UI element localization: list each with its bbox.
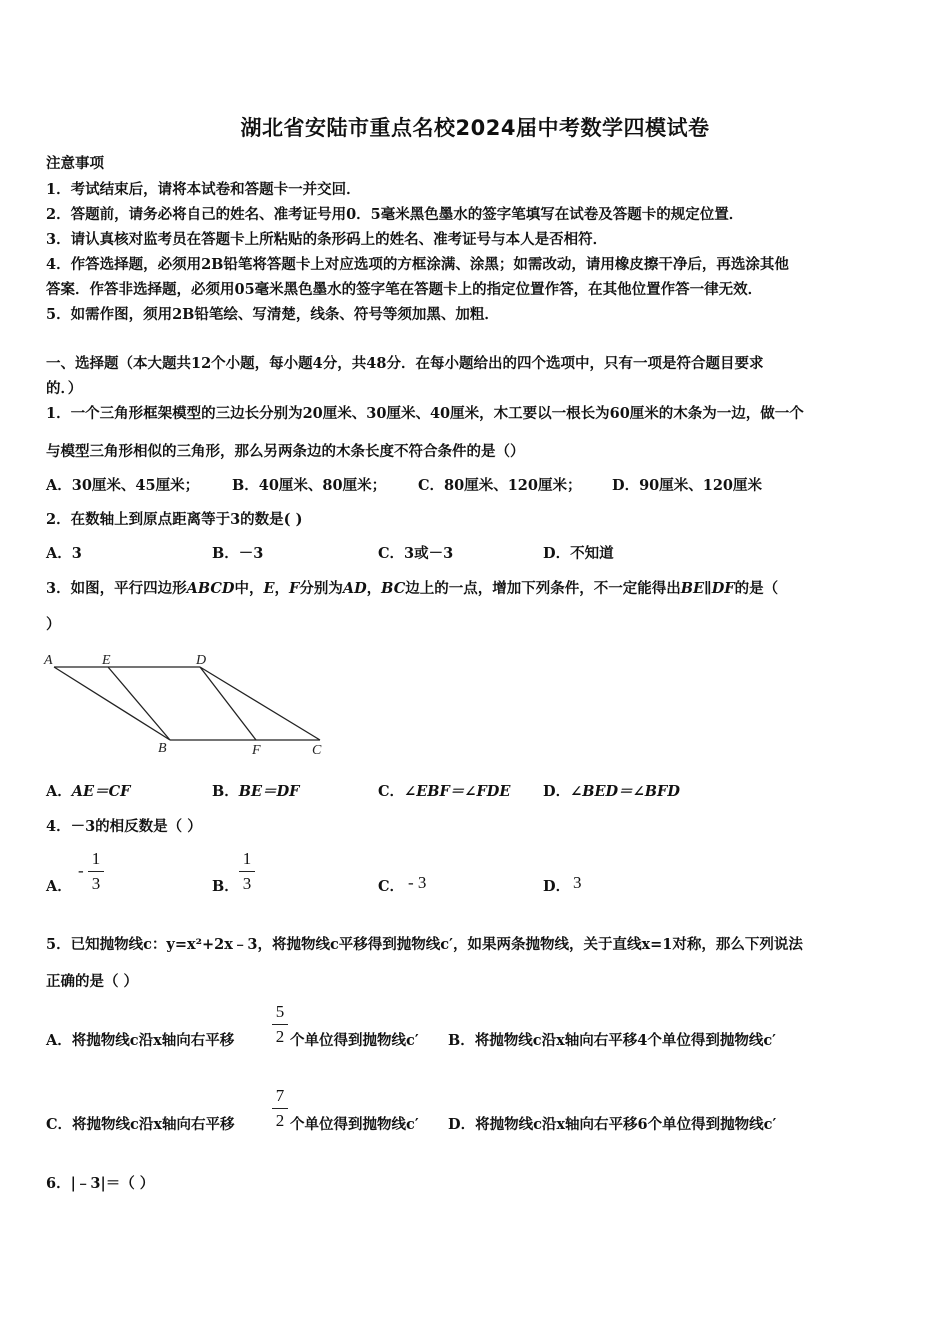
section-header-cont: 的．） (46, 380, 83, 397)
q1-option-c: C．80厘米、120厘米； (418, 477, 582, 494)
q3-option-c: C．∠EBF＝∠FDE (378, 783, 511, 800)
q4-option-a-sign: - (78, 861, 84, 880)
label-c: C (312, 743, 322, 758)
segment-df (200, 667, 256, 740)
q5-option-a-text-end: 个单位得到抛物线c′ (290, 1032, 419, 1049)
q4-option-d-label: D． (543, 878, 571, 895)
q4-stem: 4．－3的相反数是（ ） (46, 818, 202, 835)
q1-stem-cont: 与模型三角形相似的三角形，那么另两条边的木条长度不符合条件的是（） (46, 443, 525, 460)
q1-stem: 1．一个三角形框架模型的三边长分别为20厘米、30厘米、40厘米，木工要以一根长为60厘米的木条为一边，做一个 (46, 405, 804, 422)
q5-option-a-text: A．将抛物线c沿x轴向右平移 (46, 1032, 235, 1049)
q5-stem-cont: 正确的是（ ） (46, 973, 139, 990)
q3-stem: 3．如图，平行四边形ABCD中，E，F分别为AD，BC边上的一点，增加下列条件，不一定能得出BE∥DF的是（ (46, 580, 779, 597)
section-header: 一、选择题（本大题共12个小题，每小题4分，共48分．在每小题给出的四个选项中，只有一项是符合题目要求 (46, 355, 764, 372)
notice-item: 5．如需作图，须用2B铅笔绘、写清楚，线条、符号等须加黑、加粗． (46, 306, 499, 323)
segment-be (108, 667, 170, 740)
q2-option-c: C．3或－3 (378, 545, 454, 562)
q6-stem: 6．|﹣3|＝（ ） (46, 1175, 155, 1192)
q5-option-b: B．将抛物线c沿x轴向右平移4个单位得到抛物线c′ (448, 1032, 776, 1049)
q5-option-a-fraction: 5 2 (272, 1002, 288, 1047)
q3-option-b: B．BE＝DF (212, 783, 300, 800)
q5-option-c-text: C．将抛物线c沿x轴向右平移 (46, 1116, 235, 1133)
notice-item: 1．考试结束后，请将本试卷和答题卡一并交回． (46, 181, 361, 198)
q5-option-c-fraction: 7 2 (272, 1086, 288, 1131)
q4-option-d-value: 3 (573, 873, 582, 892)
q3-option-a: A．AE＝CF (46, 783, 131, 800)
q4-option-a-fraction: 1 3 (88, 849, 104, 894)
q4-option-c-label: C． (378, 878, 405, 895)
label-a: A (44, 653, 53, 668)
q4-option-a-label: A． (46, 878, 72, 895)
q2-option-a: A．3 (46, 545, 82, 562)
label-e: E (102, 653, 111, 668)
q4-option-b-label: B． (212, 878, 239, 895)
q1-option-b: B．40厘米、80厘米； (232, 477, 387, 494)
q1-option-d: D．90厘米、120厘米 (612, 477, 763, 494)
q5-option-c-text-end: 个单位得到抛物线c′ (290, 1116, 419, 1133)
q1-option-a: A．30厘米、45厘米； (46, 477, 200, 494)
notice-item: 答案．作答非选择题，必须用05毫米黑色墨水的签字笔在答题卡上的指定位置作答，在其他位置作答一律无效． (46, 281, 763, 298)
q2-option-d: D．不知道 (543, 545, 614, 562)
segment-dc (200, 667, 320, 740)
parallelogram-figure (40, 648, 330, 760)
q3-option-d: D．∠BED＝∠BFD (543, 783, 680, 800)
label-f: F (252, 743, 261, 758)
notice-item: 4．作答选择题，必须用2B铅笔将答题卡上对应选项的方框涂满、涂黑；如需改动，请用橡皮擦干净后，再选涂其他 (46, 256, 789, 273)
label-d: D (196, 653, 207, 668)
q4-option-b-fraction: 1 3 (239, 849, 255, 894)
q3-stem-cont: ） (46, 616, 61, 633)
notice-item: 2．答题前，请务必将自己的姓名、准考证号用0．5毫米黑色墨水的签字笔填写在试卷及答题卡的规定位置． (46, 206, 744, 223)
notice-item: 3．请认真核对监考员在答题卡上所粘贴的条形码上的姓名、准考证号与本人是否相符． (46, 231, 608, 248)
label-b: B (158, 741, 167, 756)
q4-option-c-value: - 3 (408, 873, 427, 892)
segment-ab (54, 667, 170, 740)
page-title: 湖北省安陆市重点名校2024届中考数学四模试卷 (240, 116, 710, 140)
q2-option-b: B．－3 (212, 545, 264, 562)
q5-option-d: D．将抛物线c沿x轴向右平移6个单位得到抛物线c′ (448, 1116, 777, 1133)
q2-stem: 2．在数轴上到原点距离等于3的数是( ) (46, 511, 303, 528)
q5-stem: 5．已知抛物线c：y=x²+2x﹣3，将抛物线c平移得到抛物线c′，如果两条抛物线，关于直线x=1对称，那么下列说法 (46, 936, 803, 953)
notice-heading: 注意事项 (46, 155, 104, 172)
